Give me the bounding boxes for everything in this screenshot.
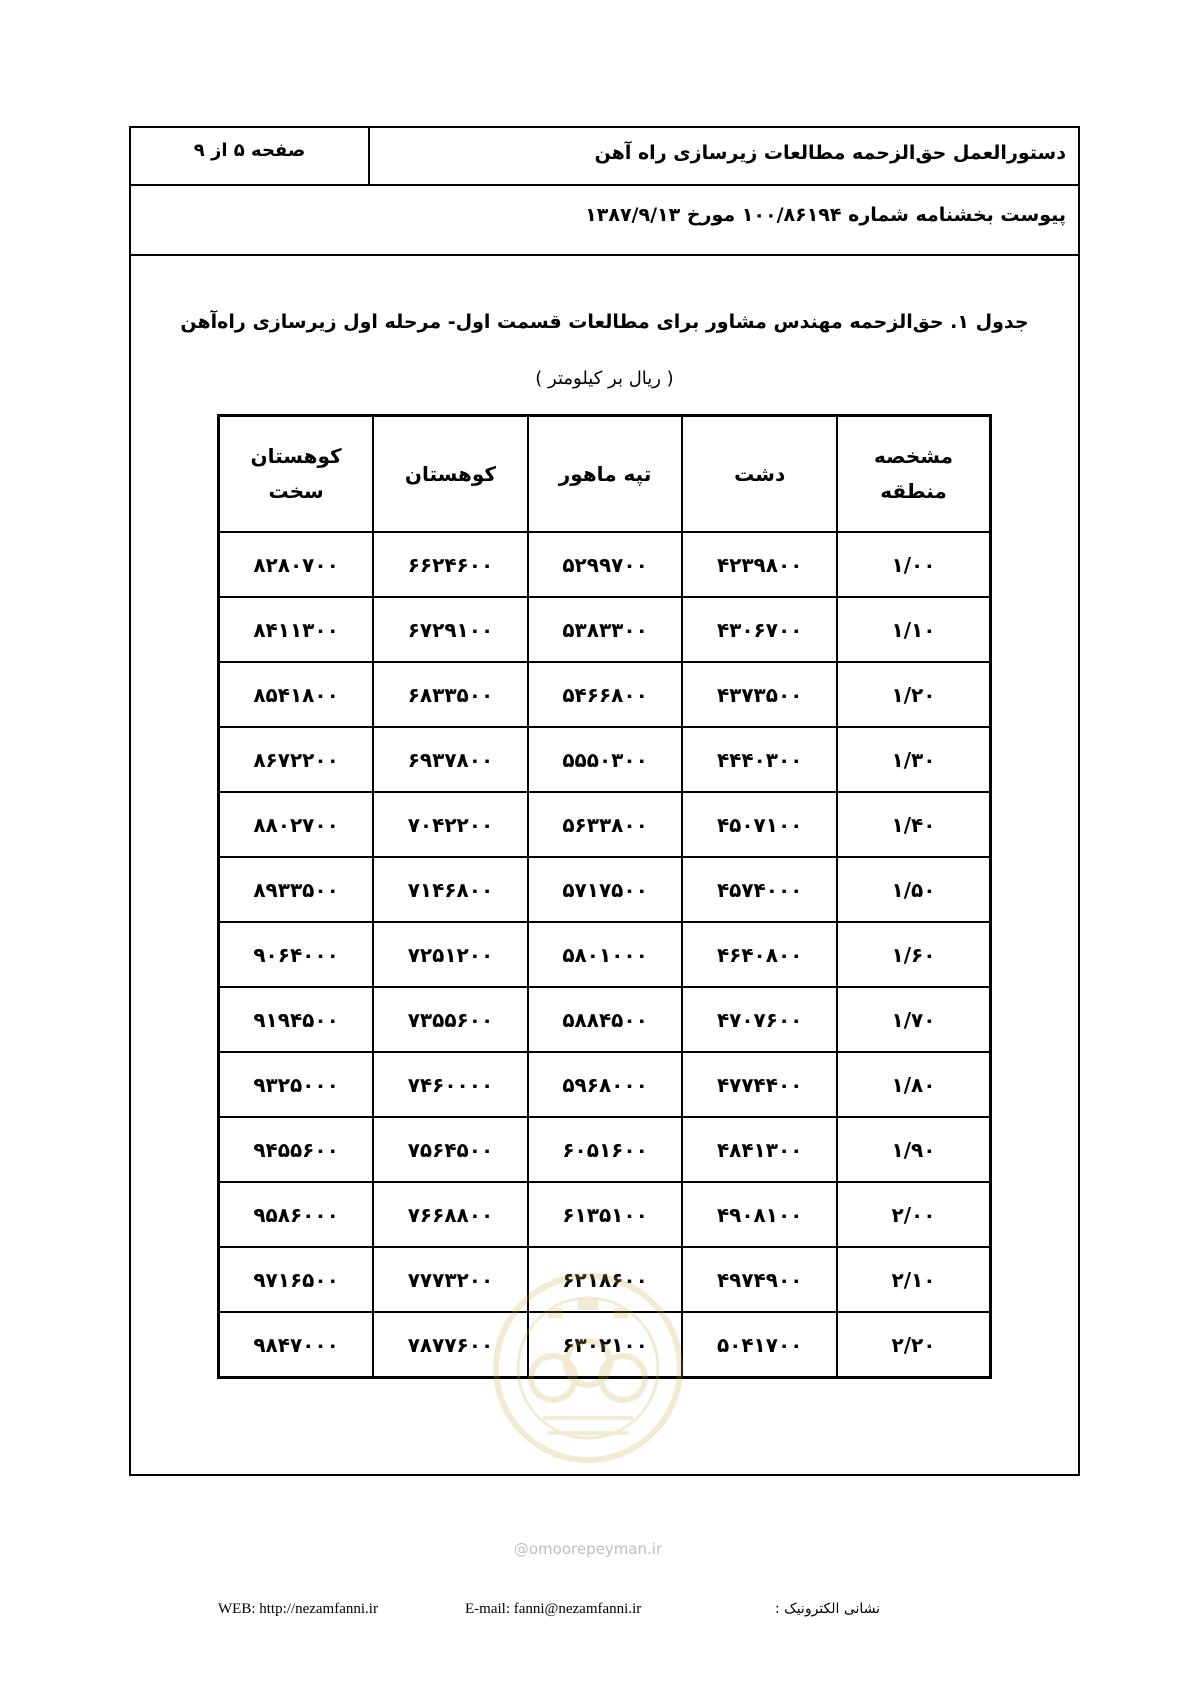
fee-cell: ۶۳۰۲۱۰۰ (528, 1312, 683, 1378)
fee-cell: ۹۳۲۵۰۰۰ (219, 1052, 374, 1117)
fee-cell: ۹۰۶۴۰۰۰ (219, 922, 374, 987)
region-factor-cell: ۱/۲۰ (837, 662, 991, 727)
fee-cell: ۶۸۳۳۵۰۰ (373, 662, 528, 727)
column-header: دشت (682, 416, 837, 533)
region-factor-cell: ۱/۰۰ (837, 532, 991, 597)
table-title: جدول ۱. حق‌الزحمه مهندس مشاور برای مطالعات قسمت اول- مرحله اول زیرسازی راه‌آهن (180, 311, 1029, 333)
fee-cell: ۴۳۷۳۵۰۰ (682, 662, 837, 727)
fee-cell: ۵۳۸۳۳۰۰ (528, 597, 683, 662)
table-row (219, 922, 991, 987)
fee-cell: ۵۰۴۱۷۰۰ (682, 1312, 837, 1378)
fee-cell: ۸۹۳۳۵۰۰ (219, 857, 374, 922)
fee-cell: ۴۸۴۱۳۰۰ (682, 1117, 837, 1182)
footer-email: E-mail: fanni@nezamfanni.ir (465, 1601, 642, 1617)
fee-cell: ۶۶۲۴۶۰۰ (373, 532, 528, 597)
header-row (131, 128, 1078, 186)
fee-cell: ۵۷۱۷۵۰۰ (528, 857, 683, 922)
fee-cell: ۹۴۵۵۶۰۰ (219, 1117, 374, 1182)
fee-cell: ۴۷۷۴۴۰۰ (682, 1052, 837, 1117)
fee-cell: ۸۵۴۱۸۰۰ (219, 662, 374, 727)
region-factor-cell: ۲/۰۰ (837, 1182, 991, 1247)
region-factor-cell: ۱/۶۰ (837, 922, 991, 987)
fee-cell: ۸۴۱۱۳۰۰ (219, 597, 374, 662)
fee-cell: ۸۸۰۲۷۰۰ (219, 792, 374, 857)
fee-cell: ۵۶۳۳۸۰۰ (528, 792, 683, 857)
fee-cell: ۴۳۰۶۷۰۰ (682, 597, 837, 662)
fee-cell: ۹۷۱۶۵۰۰ (219, 1247, 374, 1312)
table-row (219, 792, 991, 857)
table-header-row (219, 416, 991, 533)
fee-cell: ۷۰۴۲۲۰۰ (373, 792, 528, 857)
fee-cell: ۷۶۶۸۸۰۰ (373, 1182, 528, 1247)
table-row (219, 532, 991, 597)
column-header: مشخصه منطقه (837, 416, 991, 533)
fee-cell: ۵۵۵۰۳۰۰ (528, 727, 683, 792)
table-row (219, 597, 991, 662)
footer-web: WEB: http://nezamfanni.ir (218, 1601, 378, 1617)
fee-cell: ۷۱۴۶۸۰۰ (373, 857, 528, 922)
column-header: تپه ماهور (528, 416, 683, 533)
column-header: کوهستان سخت (219, 416, 374, 533)
fee-cell: ۴۷۰۷۶۰۰ (682, 987, 837, 1052)
fee-cell: ۴۹۰۸۱۰۰ (682, 1182, 837, 1247)
region-factor-cell: ۱/۱۰ (837, 597, 991, 662)
fee-cell: ۷۳۵۵۶۰۰ (373, 987, 528, 1052)
region-factor-cell: ۲/۱۰ (837, 1247, 991, 1312)
fee-cell: ۴۹۷۴۹۰۰ (682, 1247, 837, 1312)
fee-cell: ۴۶۴۰۸۰۰ (682, 922, 837, 987)
fee-cell: ۷۷۷۳۲۰۰ (373, 1247, 528, 1312)
region-factor-cell: ۱/۳۰ (837, 727, 991, 792)
table-body (219, 532, 991, 1378)
fee-cell: ۵۸۰۱۰۰۰ (528, 922, 683, 987)
table-unit: ( ریال بر کیلومتر ) (535, 368, 674, 389)
fee-table (217, 414, 992, 1379)
fee-cell: ۶۹۳۷۸۰۰ (373, 727, 528, 792)
fee-cell: ۷۸۷۷۶۰۰ (373, 1312, 528, 1378)
attachment-line: پیوست بخشنامه شماره ۱۰۰/۸۶۱۹۴ مورخ ۱۳۸۷/۹/۱۳ (131, 186, 1078, 256)
region-factor-cell: ۱/۵۰ (837, 857, 991, 922)
fee-cell: ۸۶۷۲۲۰۰ (219, 727, 374, 792)
fee-cell: ۵۹۶۸۰۰۰ (528, 1052, 683, 1117)
fee-cell: ۴۵۷۴۰۰۰ (682, 857, 837, 922)
fee-cell: ۵۴۶۶۸۰۰ (528, 662, 683, 727)
region-factor-cell: ۱/۷۰ (837, 987, 991, 1052)
document-title: دستورالعمل حق‌الزحمه مطالعات زیرسازی راه آهن (368, 128, 1078, 184)
fee-cell: ۹۱۹۴۵۰۰ (219, 987, 374, 1052)
fee-cell: ۷۲۵۱۲۰۰ (373, 922, 528, 987)
fee-cell: ۴۴۴۰۳۰۰ (682, 727, 837, 792)
table-row (219, 1182, 991, 1247)
column-header: کوهستان (373, 416, 528, 533)
fee-cell: ۶۷۲۹۱۰۰ (373, 597, 528, 662)
fee-cell: ۴۲۳۹۸۰۰ (682, 532, 837, 597)
fee-cell: ۵۸۸۴۵۰۰ (528, 987, 683, 1052)
fee-cell: ۶۱۳۵۱۰۰ (528, 1182, 683, 1247)
region-factor-cell: ۱/۴۰ (837, 792, 991, 857)
region-factor-cell: ۱/۸۰ (837, 1052, 991, 1117)
region-factor-cell: ۱/۹۰ (837, 1117, 991, 1182)
table-row (219, 1052, 991, 1117)
fee-cell: ۶۰۵۱۶۰۰ (528, 1117, 683, 1182)
table-row (219, 662, 991, 727)
page-number: صفحه ۵ از ۹ (193, 140, 306, 161)
table-row (219, 857, 991, 922)
watermark-text: @omoorepeyman.ir (513, 1540, 663, 1558)
table-row (219, 987, 991, 1052)
fee-cell: ۷۴۶۰۰۰۰ (373, 1052, 528, 1117)
fee-cell: ۶۲۱۸۶۰۰ (528, 1247, 683, 1312)
region-factor-cell: ۲/۲۰ (837, 1312, 991, 1378)
fee-cell: ۵۲۹۹۷۰۰ (528, 532, 683, 597)
fee-cell: ۷۵۶۴۵۰۰ (373, 1117, 528, 1182)
fee-cell: ۹۸۴۷۰۰۰ (219, 1312, 374, 1378)
fee-cell: ۹۵۸۶۰۰۰ (219, 1182, 374, 1247)
watermark-logo-icon (488, 1268, 688, 1468)
fee-cell: ۴۵۰۷۱۰۰ (682, 792, 837, 857)
footer-address-label: نشانی الکترونیک : (775, 1601, 881, 1617)
table-row (219, 1117, 991, 1182)
table-row (219, 727, 991, 792)
fee-cell: ۸۲۸۰۷۰۰ (219, 532, 374, 597)
